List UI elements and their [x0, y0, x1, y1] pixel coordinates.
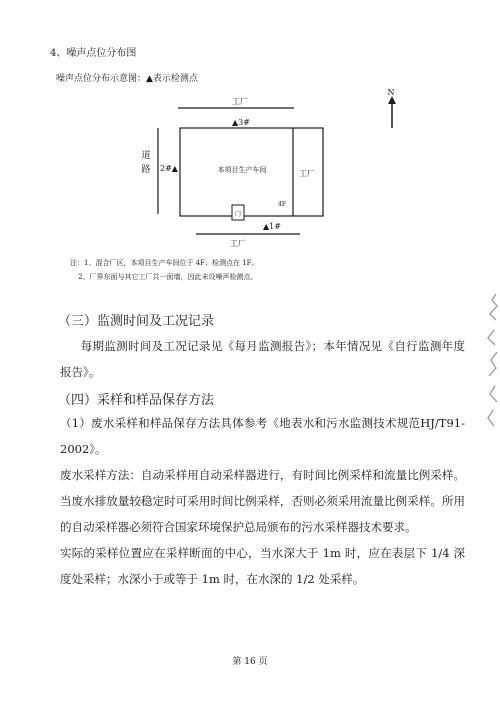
- section-title-noise-map: 4、噪声点位分布图: [50, 48, 137, 59]
- noise-point-diagram: [0, 0, 500, 260]
- factory-bottom-label: 工厂: [230, 239, 246, 248]
- paragraph-sampling-standard: （1）废水采样和样品保存方法具体参考《地表水和污水监测技术规范HJ/T91-2002》。: [60, 416, 465, 456]
- paragraph-sampling-position: 实际的采样位置应在采样断面的中心，当水深大于 1m 时，应在表层下 1/4 深度处采样；水深小于或等于 1m 时，在水深的 1/2 处采样。: [60, 546, 465, 586]
- factory-right-label: 工厂: [299, 169, 315, 178]
- scan-stamp-edge: [482, 290, 500, 430]
- factory-top-label: 工厂: [232, 97, 248, 106]
- workshop-label: 本项目生产车间: [217, 166, 267, 174]
- gate-label: 门: [234, 211, 242, 218]
- paragraph-monitoring-time: 每期监测时间及工况记录见《每月监测报告》；本年情况见《自行监测年度报告》。: [60, 339, 465, 379]
- diagram-note-2: 2、厂界东面与其它工厂共一面墙，因此未设噪声检测点。: [78, 273, 258, 281]
- floor-label: 4F: [278, 201, 286, 208]
- paragraph-sampling-method: 废水采样方法：自动采样用自动采样器进行，有时间比例采样和流量比例采样。当废水排放量较稳定时可采用时间比例采样，否则必须采用流量比例采样。所用的自动采样器必须符合国家环境保护总局颁布的污水采样器技术要求。: [60, 468, 465, 534]
- diagram-note-1: 注：1、混合厂区，本项目生产车间位于 4F；检测点在 1F。: [70, 259, 259, 267]
- road-label-2: 路: [141, 165, 151, 175]
- diagram-legend: 噪声点位分布示意图：▲表示检测点: [56, 74, 198, 84]
- road-label-1: 道: [141, 151, 151, 161]
- section-title-sampling: （四）采样和样品保存方法: [58, 393, 215, 408]
- point-1-label: ▲1#: [263, 222, 281, 231]
- point-3-label: ▲3#: [232, 118, 250, 127]
- point-2-label: 2#▲: [160, 164, 178, 173]
- north-label: N: [387, 88, 395, 97]
- north-arrowhead-icon: [388, 96, 396, 104]
- page-number: 第 16 页: [232, 657, 268, 667]
- section-title-monitoring-time: （三）监测时间及工况记录: [58, 314, 215, 329]
